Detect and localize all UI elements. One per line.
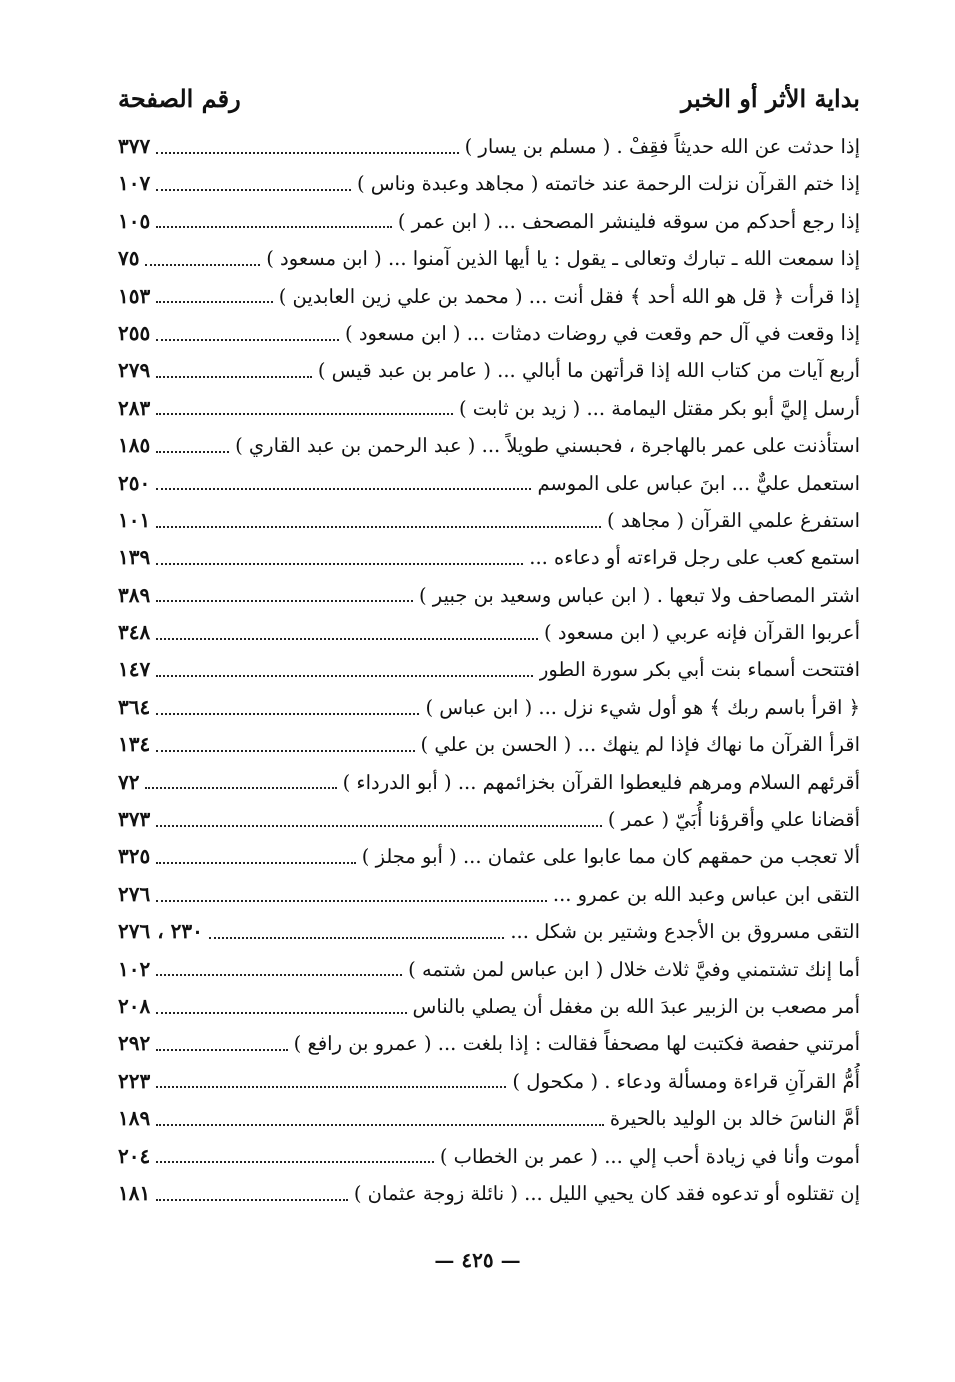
entry-text: ألا تعجب من حمقهم كان مما عابوا على عثمان ... ( أبو مجلز ) <box>361 845 860 869</box>
dot-leader <box>145 787 336 789</box>
list-item <box>118 278 860 315</box>
entry-text: إذا رجع أحدكم من سوقه فلينشر المصحف ... ( ابن عمر ) <box>397 209 860 233</box>
list-item <box>118 165 860 202</box>
entry-page-number: ٢٢٣ <box>118 1068 151 1093</box>
entry-page-number: ٧٢ <box>118 769 140 794</box>
dot-leader <box>156 900 547 902</box>
list-item <box>118 614 860 651</box>
entry-page-number: ٢٣٠ ، ٢٧٦ <box>118 919 203 944</box>
dot-leader <box>145 264 260 266</box>
entry-text: استعمل عليٌّ ... ابنَ عباس على الموسم <box>537 471 860 495</box>
entry-page-number: ٣٨٩ <box>118 582 151 607</box>
dot-leader <box>156 825 602 827</box>
entry-text: أربع آيات من كتاب الله إذا قرأتهن ما أبالي ... ( عامر بن عبد قيس ) <box>317 359 860 383</box>
dot-leader <box>156 376 312 378</box>
entry-page-number: ١٤٧ <box>118 657 151 682</box>
dot-leader <box>156 974 402 976</box>
list-item <box>118 502 860 539</box>
dot-leader <box>156 638 538 640</box>
dot-leader <box>156 1086 506 1088</box>
dot-leader <box>156 339 339 341</box>
entry-page-number: ١٨٩ <box>118 1106 151 1131</box>
entry-text: إذا سمعت الله ـ تبارك وتعالى ـ يقول : يا أيها الذين آمنوا ... ( ابن مسعود ) <box>266 247 860 271</box>
dot-leader <box>156 226 392 228</box>
dot-leader <box>156 862 356 864</box>
entry-text: أمر مصعب بن الزبير عبدَ الله بن مغفل أن يصلي بالناس <box>412 994 860 1018</box>
entry-page-number: ١٣٩ <box>118 545 151 570</box>
dot-leader <box>156 526 601 528</box>
entry-page-number: ٣٧٣ <box>118 807 151 832</box>
entry-page-number: ٧٥ <box>118 246 140 271</box>
entry-page-number: ١٠٥ <box>118 208 151 233</box>
dot-leader <box>156 1049 287 1051</box>
entry-text: استمع كعب على رجل قراءته أو دعاءه ... <box>529 546 860 570</box>
list-item <box>118 577 860 614</box>
dot-leader <box>156 152 458 154</box>
dot-leader <box>156 451 229 453</box>
page-header <box>118 78 860 118</box>
dot-leader <box>156 750 414 752</box>
entry-text: أُمُّ القرآنِ قراءة ومسألة ودعاء . ( مكحول ) <box>512 1069 860 1093</box>
list-item <box>118 764 860 801</box>
entry-text: استأذنت على عمر بالهاجرة ، فحبسني طويلاً ... ( عبد الرحمن بن عبد القاري ) <box>235 434 860 458</box>
dot-leader <box>156 413 453 415</box>
list-item <box>118 801 860 838</box>
list-item <box>118 913 860 950</box>
dot-leader <box>156 301 272 303</box>
page-number: — ٤٢٥ — <box>434 1248 521 1272</box>
entry-page-number: ١٠٢ <box>118 956 151 981</box>
list-item <box>118 1175 860 1212</box>
entry-page-number: ١٥٣ <box>118 283 151 308</box>
dot-leader <box>209 937 504 939</box>
list-item <box>118 539 860 576</box>
entry-page-number: ٢٠٤ <box>118 1143 151 1168</box>
list-item <box>118 465 860 502</box>
dot-leader <box>156 675 533 677</box>
entry-text: أرسل إليَّ أبو بكر مقتل اليمامة ... ( زيد بن ثابت ) <box>458 396 860 420</box>
index-list <box>118 128 860 1212</box>
dot-leader <box>156 1161 434 1163</box>
entry-page-number: ٢٠٨ <box>118 993 151 1018</box>
entry-page-number: ٢٧٦ <box>118 881 151 906</box>
entry-text: إذا قرأت ﴿ قل هو الله أحد ﴾ فقل أنت ... ( محمد بن علي زين العابدين ) <box>278 284 860 308</box>
entry-text: ﴿ اقرأ باسم ربك ﴾ هو أول شيء نزل ... ( ابن عباس ) <box>425 695 860 719</box>
dot-leader <box>156 1012 406 1014</box>
entry-text: أما إنك تشتمني وفيَّ ثلاث خلال ( ابن عباس لمن شتمه ) <box>408 957 860 981</box>
list-item <box>118 390 860 427</box>
entry-page-number: ١٠٧ <box>118 171 151 196</box>
list-item <box>118 352 860 389</box>
entry-page-number: ٢٥٥ <box>118 320 151 345</box>
entry-page-number: ١٨٥ <box>118 433 151 458</box>
dot-leader <box>156 1124 604 1126</box>
list-item <box>118 1138 860 1175</box>
entry-page-number: ٣٤٨ <box>118 620 151 645</box>
entry-text: اشتر المصاحف ولا تبعها . ( ابن عباس وسعيد بن جبير ) <box>419 583 860 607</box>
dot-leader <box>156 713 419 715</box>
entry-text: إذا حدثت عن الله حديثاً فقِفْ . ( مسلم بن يسار ) <box>464 135 860 158</box>
entry-text: التقى مسروق بن الأجدع وشتير بن شكل ... <box>510 920 860 944</box>
entry-text: اقرأ القرآن ما نهاك فإذا لم ينهك ... ( الحسن بن علي ) <box>420 733 860 757</box>
dot-leader <box>156 563 523 565</box>
entry-text: أقضانا علي وأقرؤنا أُبَيّ ( عمر ) <box>607 808 860 832</box>
list-item <box>118 1063 860 1100</box>
entry-text: أقرئهم السلام ومرهم فليعطوا القرآن بخزائمهم ... ( أبو الدرداء ) <box>342 770 860 794</box>
list-item <box>118 128 860 165</box>
list-item <box>118 651 860 688</box>
entry-text: أمرتني حفصة فكتبت لها مصحفاً فقالت : إذا بلغت ... ( عمرو بن رافع ) <box>293 1032 860 1056</box>
list-item <box>118 689 860 726</box>
column-title-page: رقم الصفحة <box>118 83 241 113</box>
list-item <box>118 838 860 875</box>
dot-leader <box>156 189 351 191</box>
list-item <box>118 988 860 1025</box>
entry-page-number: ١٨١ <box>118 1180 151 1205</box>
entry-text: أموت وأنا في زيادة أحب إلي ... ( عمر بن الخطاب ) <box>439 1144 860 1168</box>
entry-page-number: ١٣٤ <box>118 732 151 757</box>
entry-text: أمَّ الناسَ خالد بن الوليد بالحيرة <box>609 1107 860 1131</box>
dot-leader <box>156 600 413 602</box>
entry-text: إذا وقعت في آل حم وقعت في روضات دمثات ... ( ابن مسعود ) <box>345 321 860 345</box>
entry-text: إن تقتلوه أو تدعوه فقد كان يحيي الليل ... ( نائلة زوجة عثمان ) <box>353 1181 860 1205</box>
entry-text: استفرغ علمي القرآن ( مجاهد ) <box>607 508 860 532</box>
entry-text: التقى ابن عباس وعبد الله بن عمرو ... <box>552 882 860 906</box>
entry-text: إذا ختم القرآن نزلت الرحمة عند خاتمته ( مجاهد وعبدة وناس ) <box>357 172 860 196</box>
entry-page-number: ٣٢٥ <box>118 844 151 869</box>
entry-page-number: ٢٩٢ <box>118 1031 151 1056</box>
entry-page-number: ٢٨٣ <box>118 395 151 420</box>
list-item <box>118 427 860 464</box>
dot-leader <box>156 1199 348 1201</box>
list-item <box>118 240 860 277</box>
list-item <box>118 726 860 763</box>
list-item <box>118 315 860 352</box>
list-item <box>118 1025 860 1062</box>
list-item <box>118 203 860 240</box>
list-item <box>118 951 860 988</box>
entry-text: أعربوا القرآن فإنه عربي ( ابن مسعود ) <box>544 621 860 645</box>
dot-leader <box>156 488 531 490</box>
list-item <box>118 1100 860 1137</box>
entry-page-number: ٣٦٤ <box>118 694 151 719</box>
entry-page-number: ٢٧٩ <box>118 358 151 383</box>
entry-text: افتتحت أسماء بنت أبي بكر سورة الطور <box>539 658 860 682</box>
list-item <box>118 876 860 913</box>
entry-page-number: ١٠١ <box>118 507 151 532</box>
column-title-start: بداية الأثر أو الخبر <box>680 83 860 113</box>
entry-page-number: ٣٧٧ <box>118 134 151 158</box>
entry-page-number: ٢٥٠ <box>118 470 151 495</box>
